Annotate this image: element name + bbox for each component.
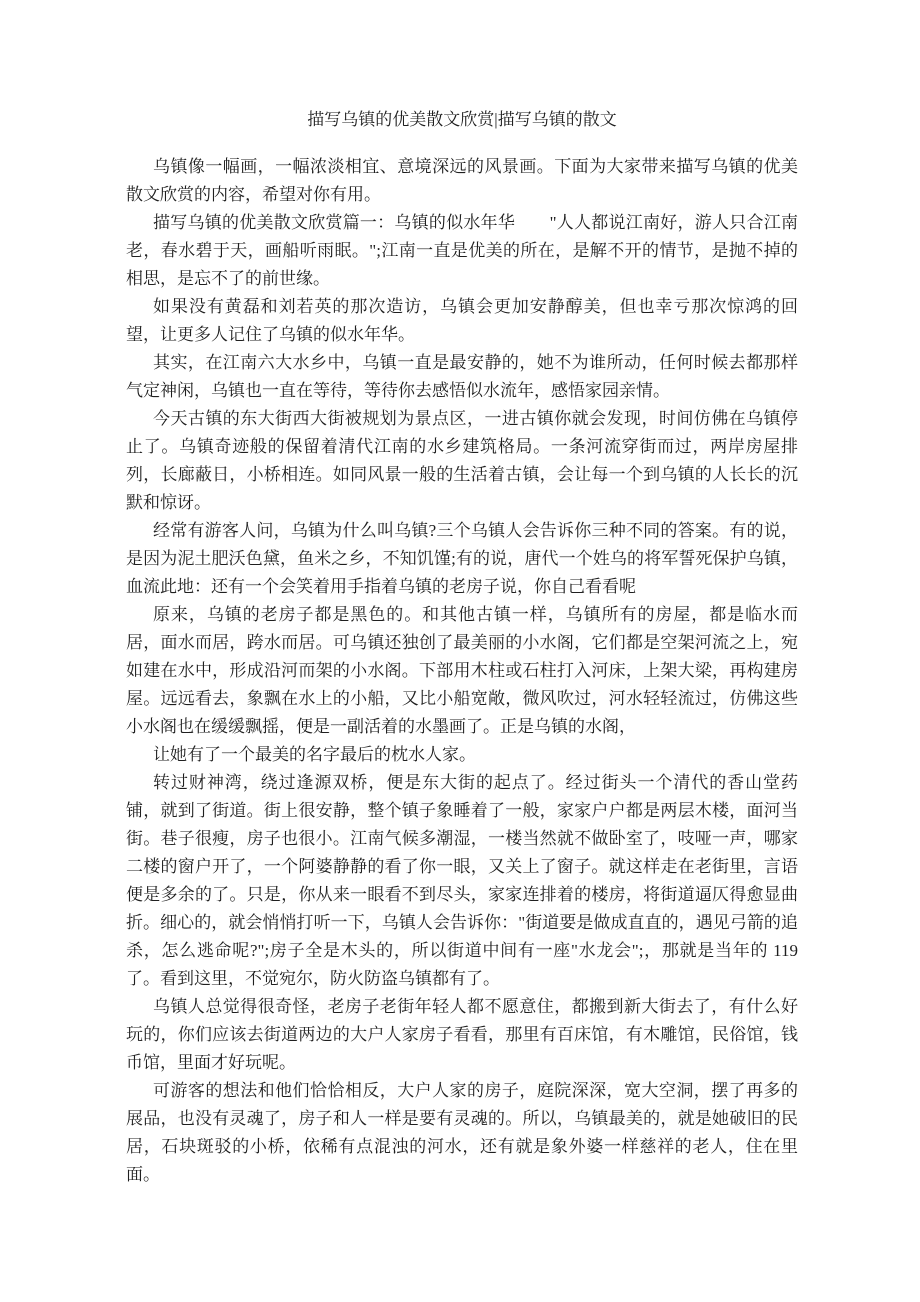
paragraph-visit: 如果没有黄磊和刘若英的那次造访，乌镇会更加安静醇美，但也幸亏那次惊鸿的回望，让更多人记住了乌镇的似水年华。	[126, 297, 798, 344]
document-title: 描写乌镇的优美散文欣赏|描写乌镇的散文	[307, 110, 617, 129]
paragraph-east-street: 转过财神湾，绕过逢源双桥，便是东大街的起点了。经过街头一个清代的香山堂药铺，就到了街道。街上很安静，整个镇子象睡着了一般，家家户户都是两层木楼，面河当街。巷子很瘦，房子也很小。江南气候多潮湿，一楼当然就不做卧室了，吱哑一声，哪家二楼的窗户开了，一个阿婆静静的看了你一眼，又关上了窗子。就这样走在老街里，言语便是多余的了。只是，你从来一眼看不到尽头，家家连排着的楼房，将街道逼仄得愈显曲折。细心的，就会悄悄打听一下，乌镇人会告诉你："街道要是做成直直的，遇见弓箭的追杀，怎么逃命呢?";房子全是木头的，所以街道中间有一座"水龙会";，那就是当年的 119 了。看到这里，不觉宛尔，防火防盗乌镇都有了。	[126, 773, 798, 988]
paragraph-name-origin: 经常有游客人问，乌镇为什么叫乌镇?三个乌镇人会告诉你三种不同的答案。有的说，是因为泥土肥沃色黛，鱼米之乡，不知饥馑;有的说，唐代一个姓乌的将军誓死保护乌镇，血流此地：还有一个会笑着用手指着乌镇的老房子说，你自己看看呢	[126, 521, 798, 596]
paragraph-intro: 乌镇像一幅画，一幅浓淡相宜、意境深远的风景画。下面为大家带来描写乌镇的优美散文欣赏的内容，希望对你有用。	[126, 157, 798, 204]
paragraph-old-town: 今天古镇的东大街西大街被规划为景点区，一进古镇你就会发现，时间仿佛在乌镇停止了。乌镇奇迹般的保留着清代江南的水乡建筑格局。一条河流穿街而过，两岸房屋排列，长廊蔽日，小桥相连。如同风景一般的生活着古镇，会让每一个到乌镇的人长长的沉默和惊讶。	[126, 409, 798, 512]
paragraph-locals-view: 乌镇人总觉得很奇怪，老房子老街年轻人都不愿意住，都搬到新大街去了，有什么好玩的，你们应该去街道两边的大户人家房子看看，那里有百床馆，有木雕馆，民俗馆，钱币馆，里面才好玩呢。	[126, 997, 798, 1072]
paragraph-water-houses: 原来，乌镇的老房子都是黑色的。和其他古镇一样，乌镇所有的房屋，都是临水而居，面水而居，跨水而居。可乌镇还独创了最美丽的小水阁，它们都是空架河流之上，宛如建在水中，形成沿河而架的小水阁。下部用木柱或石柱打入河床，上架大梁，再构建房屋。远远看去，象飘在水上的小船，又比小船宽敞，微风吹过，河水轻轻流过，仿佛这些小水阁也在缓缓飘摇，便是一副活着的水墨画了。正是乌镇的水阁，	[126, 605, 798, 736]
paragraph-quiet-town: 其实，在江南六大水乡中，乌镇一直是最安静的，她不为谁所动，任何时候去都那样气定神闲，乌镇也一直在等待，等待你去感悟似水流年，感悟家园亲情。	[126, 353, 798, 400]
paragraph-pillow-water: 让她有了一个最美的名字最后的枕水人家。	[153, 745, 476, 764]
paragraph-section1-quote: 描写乌镇的优美散文欣赏篇一：乌镇的似水年华 "人人都说江南好，游人只合江南老，春水碧于天，画船听雨眠。";江南一直是优美的所在，是解不开的情节，是抛不掉的相思，是忘不了的前世缘。	[126, 213, 798, 288]
paragraph-tourists-view: 可游客的想法和他们恰恰相反，大户人家的房子，庭院深深，宽大空洞，摆了再多的展品，也没有灵魂了，房子和人一样是要有灵魂的。所以，乌镇最美的，就是她破旧的民居，石块斑驳的小桥，依稀有点混浊的河水，还有就是象外婆一样慈祥的老人，住在里面。	[126, 1081, 798, 1184]
document-body	[126, 153, 798, 1189]
